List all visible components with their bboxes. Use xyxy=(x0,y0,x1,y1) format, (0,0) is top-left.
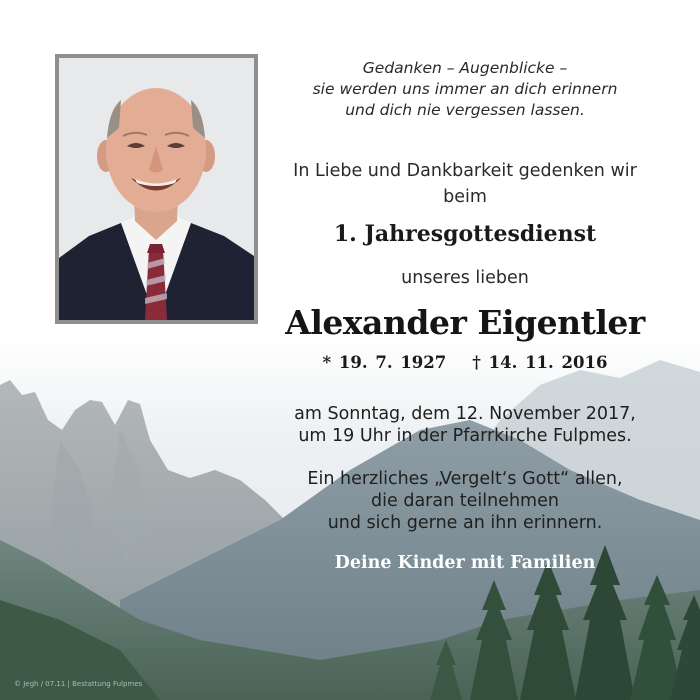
life-dates xyxy=(280,353,650,372)
poem-line: und dich nie vergessen lassen. xyxy=(345,101,585,119)
death-date: † 14. 11. 2016 xyxy=(472,353,608,372)
birth-date: * 19. 7. 1927 xyxy=(322,353,447,372)
thanks-text xyxy=(280,468,650,534)
image-credit: © Jegh / 07.11 | Bestattung Fulpmes xyxy=(14,680,143,688)
poem-line: Gedanken – Augenblicke – xyxy=(362,59,568,77)
deceased-name: Alexander Eigentler xyxy=(285,303,645,342)
portrait-frame xyxy=(55,54,258,324)
intro-line: In Liebe und Dankbarkeit gedenken wir xyxy=(293,161,637,181)
service-line: um 19 Uhr in der Pfarrkirche Fulpmes. xyxy=(298,426,632,446)
portrait-photo xyxy=(59,58,254,320)
thanks-line: die daran teilnehmen xyxy=(371,491,559,511)
memorial-poem xyxy=(280,58,650,121)
service-line: am Sonntag, dem 12. November 2017, xyxy=(294,404,636,424)
intro-line: beim xyxy=(443,187,487,207)
thanks-line: und sich gerne an ihn erinnern. xyxy=(327,513,603,533)
of-line: unseres lieben xyxy=(401,268,529,288)
event-title: 1. Jahresgottesdienst xyxy=(333,221,597,247)
poem-line: sie werden uns immer an dich erinnern xyxy=(312,80,618,98)
intro-text xyxy=(280,158,650,210)
service-details xyxy=(280,403,650,447)
family-signoff: Deine Kinder mit Familien xyxy=(334,553,596,573)
thanks-line: Ein herzliches „Vergelt‘s Gott“ allen, xyxy=(307,469,623,489)
